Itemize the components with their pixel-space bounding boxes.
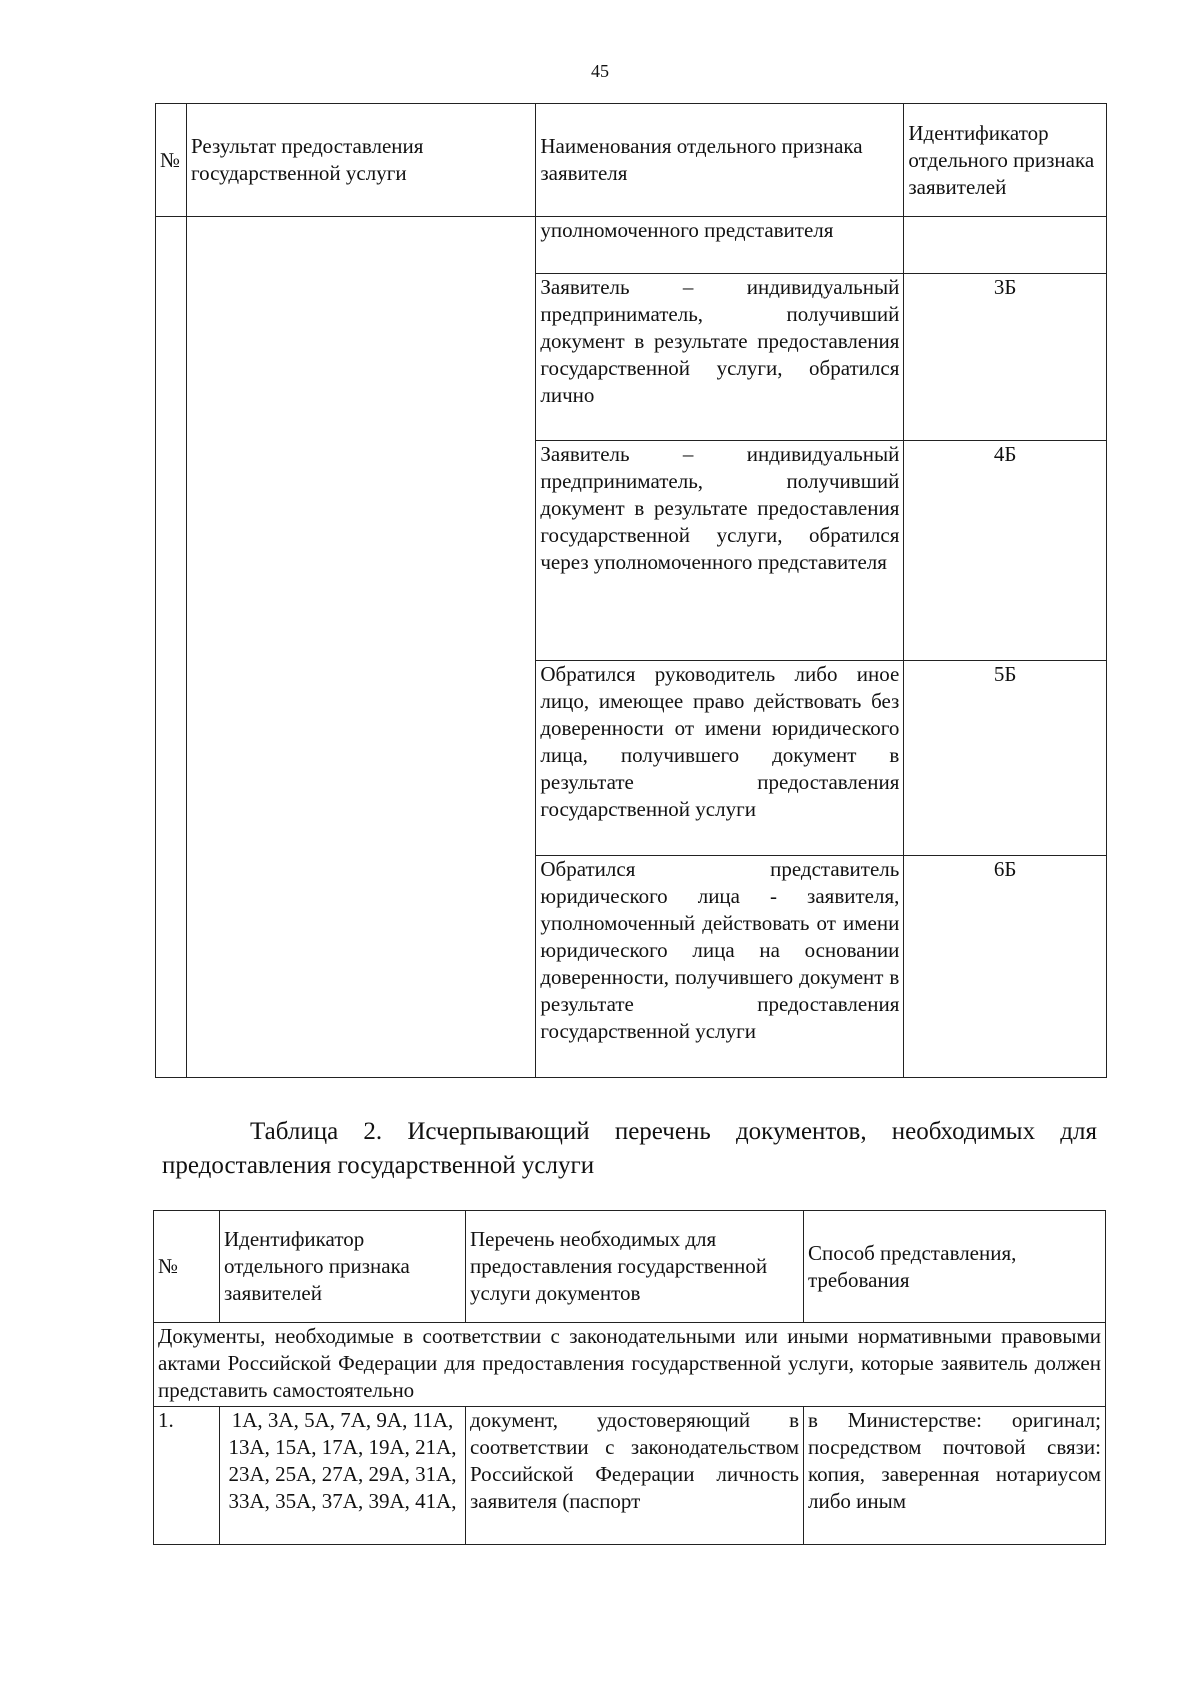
table-row — [154, 1407, 1106, 1545]
cell-attribute-name: Заявитель – индивидуальный предприниматель, получивший документ в результате предоставления государственной услуги, обратился лично — [536, 274, 904, 441]
table-header-row — [154, 1211, 1106, 1323]
header-num: № — [156, 104, 187, 217]
table2-title — [162, 1115, 1097, 1183]
header-attribute-id: Идентификатор отдельного признака заявителей — [220, 1211, 466, 1323]
cell-num-empty — [156, 217, 187, 1078]
required-documents-table — [153, 1210, 1106, 1545]
table2-title-text: Таблица 2. Исчерпывающий перечень документов, необходимых для предоставления государственной услуги — [162, 1118, 1097, 1179]
cell-attribute-name: Обратился руководитель либо иное лицо, имеющее право действовать без доверенности от имени юридического лица, получившего документ в результате предоставления государственной услуги — [536, 661, 904, 856]
header-documents: Перечень необходимых для предоставления государственной услуги документов — [466, 1211, 804, 1323]
header-method: Способ представления, требования — [804, 1211, 1106, 1323]
header-result: Результат предоставления государственной услуги — [187, 104, 536, 217]
header-num: № — [154, 1211, 220, 1323]
header-attribute-id: Идентификатор отдельного признака заявителей — [904, 104, 1107, 217]
header-attribute-name: Наименования отдельного признака заявителя — [536, 104, 904, 217]
cell-attribute-id: 4Б — [904, 441, 1107, 661]
cell-attribute-id: 6Б — [904, 856, 1107, 1078]
cell-attribute-id — [904, 217, 1107, 274]
cell-attribute-id: 3Б — [904, 274, 1107, 441]
section-row — [154, 1323, 1106, 1407]
cell-attribute-name: уполномоченного представителя — [536, 217, 904, 274]
cell-attribute-id: 5Б — [904, 661, 1107, 856]
cell-method: в Министерстве: оригинал; посредством почтовой связи: копия, заверенная нотариусом либо иным — [804, 1407, 1106, 1545]
table-header-row — [156, 104, 1107, 217]
cell-num: 1. — [154, 1407, 220, 1545]
cell-attribute-name: Заявитель – индивидуальный предприниматель, получивший документ в результате предоставления государственной услуги, обратился через уполномоченного представителя — [536, 441, 904, 661]
cell-document: документ, удостоверяющий в соответствии с законодательством Российской Федерации личность заявителя (паспорт — [466, 1407, 804, 1545]
page-number: 45 — [591, 61, 609, 81]
cell-attribute-ids: 1А, 3А, 5А, 7А, 9А, 11А, 13А, 15А, 17А, 19А, 21А, 23А, 25А, 27А, 29А, 31А, 33А, 35А, 37А, 39А, 41А, — [220, 1407, 466, 1545]
cell-attribute-name: Обратился представитель юридического лица - заявителя, уполномоченный действовать от имени юридического лица на основании доверенности, получившего документ в результате предоставления государственной услуги — [536, 856, 904, 1078]
table-row — [156, 217, 1107, 274]
applicant-attributes-table — [155, 103, 1107, 1078]
section-header: Документы, необходимые в соответствии с законодательными или иными нормативными правовыми актами Российской Федерации для предоставления государственной услуги, которые заявитель должен представить самостоятельно — [154, 1323, 1106, 1407]
cell-result-empty — [187, 217, 536, 1078]
